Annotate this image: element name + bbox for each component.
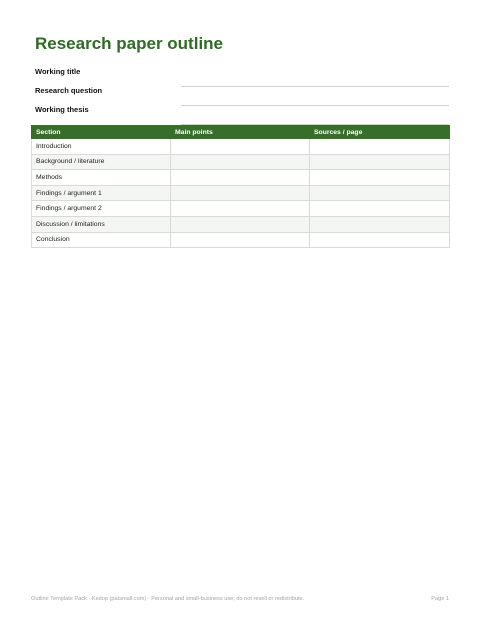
field-label: Working thesis <box>35 105 89 114</box>
section-cell: Discussion / limitations <box>32 216 171 232</box>
sources-cell[interactable] <box>310 185 450 201</box>
research-question-field[interactable] <box>35 86 449 106</box>
section-cell: Methods <box>32 170 171 186</box>
main-points-cell[interactable] <box>171 185 310 201</box>
main-points-cell[interactable] <box>171 232 310 248</box>
table-row <box>32 154 450 170</box>
main-points-cell[interactable] <box>171 216 310 232</box>
outline-table <box>31 125 450 248</box>
column-header-section: Section <box>32 126 171 139</box>
main-points-cell[interactable] <box>171 139 310 155</box>
working-title-field[interactable] <box>35 67 449 87</box>
page-number: Page 1 <box>431 596 449 602</box>
column-header-main-points: Main points <box>171 126 310 139</box>
table-row <box>32 170 450 186</box>
main-points-cell[interactable] <box>171 154 310 170</box>
section-cell: Findings / argument 1 <box>32 185 171 201</box>
field-label: Working title <box>35 67 81 76</box>
table-row <box>32 232 450 248</box>
sources-cell[interactable] <box>310 232 450 248</box>
main-points-cell[interactable] <box>171 170 310 186</box>
main-points-cell[interactable] <box>171 201 310 217</box>
table-header-row <box>32 126 450 139</box>
table-row <box>32 201 450 217</box>
sources-cell[interactable] <box>310 170 450 186</box>
table-row <box>32 216 450 232</box>
sources-cell[interactable] <box>310 216 450 232</box>
table-row <box>32 139 450 155</box>
column-header-sources: Sources / page <box>310 126 450 139</box>
section-cell: Background / literature <box>32 154 171 170</box>
sources-cell[interactable] <box>310 201 450 217</box>
section-cell: Introduction <box>32 139 171 155</box>
sources-cell[interactable] <box>310 139 450 155</box>
footer-text: Outline Template Pack · Kedop (patsmall.com) · Personal and small-business use; do not resell or redistribute. <box>31 596 305 602</box>
page-title: Research paper outline <box>35 34 224 53</box>
table-row <box>32 185 450 201</box>
field-label: Research question <box>35 86 103 95</box>
section-cell: Conclusion <box>32 232 171 248</box>
section-cell: Findings / argument 2 <box>32 201 171 217</box>
working-thesis-field[interactable] <box>35 105 449 125</box>
sources-cell[interactable] <box>310 154 450 170</box>
